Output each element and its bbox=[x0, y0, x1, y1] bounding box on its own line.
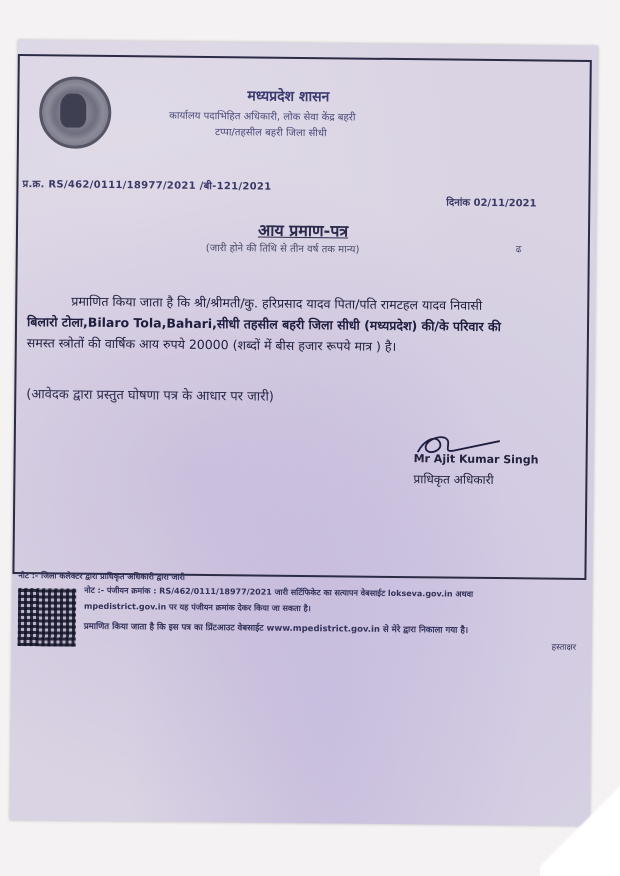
qr-code-icon bbox=[18, 588, 77, 647]
header-office: कार्यालय पदाभिहित अधिकारी, लोक सेवा केंद्र बहरी bbox=[169, 110, 356, 124]
issue-date: दिनांक 02/11/2021 bbox=[446, 197, 537, 210]
certificate-body-line-1: प्रमाणित किया जाता है कि श्री/श्रीमती/कु. हरिप्रसाद यादव पिता/पति रामटहल यादव निवासी bbox=[71, 293, 483, 313]
header-government: मध्यप्रदेश शासन bbox=[247, 88, 330, 106]
printout-note: प्रमाणित किया जाता है कि इस पत्र का प्रिंटआउट वेबसाईट www.mpedistrict.gov.in से मेरे द्वारा निकाला गया है। bbox=[83, 621, 469, 636]
certificate-body-line-3: समस्त स्त्रोतों की वार्षिक आय रुपये 20000 (शब्दों में बीस हजार रूपये मात्र ) है। bbox=[26, 335, 397, 354]
income-certificate-document bbox=[10, 40, 598, 826]
signature-label: हस्ताक्षर bbox=[551, 642, 577, 653]
certificate-body-line-2: बिलारो टोला,Bilaro Tola,Bahari,सीधी तहसील बहरी जिला सीधी (मध्यप्रदेश) की/के परिवार की bbox=[26, 314, 501, 335]
signatory-name: Mr Ajit Kumar Singh bbox=[413, 452, 539, 467]
issue-basis-note: (आवेदक द्वारा प्रस्तुत घोषणा पत्र के आधार पर जारी) bbox=[26, 387, 274, 405]
signatory-designation: प्राधिकृत अधिकारी bbox=[413, 472, 494, 488]
header-district: टप्पा/तहसील बहरी जिला सीधी bbox=[214, 127, 327, 140]
collector-note: नोट :- जिला कलेक्टर द्वारा प्राधिकृत अधिकारी द्वारा जारी bbox=[18, 571, 185, 582]
validity-note: (जारी होने की तिथि से तीन वर्ष तक मान्य) bbox=[205, 242, 360, 256]
page-corner bbox=[540, 780, 620, 876]
reference-number: प्र.क्र. RS/462/0111/18977/2021 /बी-121/2021 bbox=[22, 179, 272, 193]
certificate-title: आय प्रमाण-पत्र bbox=[257, 220, 349, 241]
registration-note: नोट :- पंजीयन क्रमांक : RS/462/0111/18977/2021 जारी सर्टिफिकेट का सत्यापन वेबसाईट lokseva.gov.in अथवा mpedistrict.gov.in पर यह पंजीयन क्रमांक देकर किया जा सकता है। bbox=[84, 585, 474, 614]
mp-govt-seal-icon bbox=[39, 76, 112, 149]
handwritten-mark: ढ bbox=[515, 244, 522, 256]
